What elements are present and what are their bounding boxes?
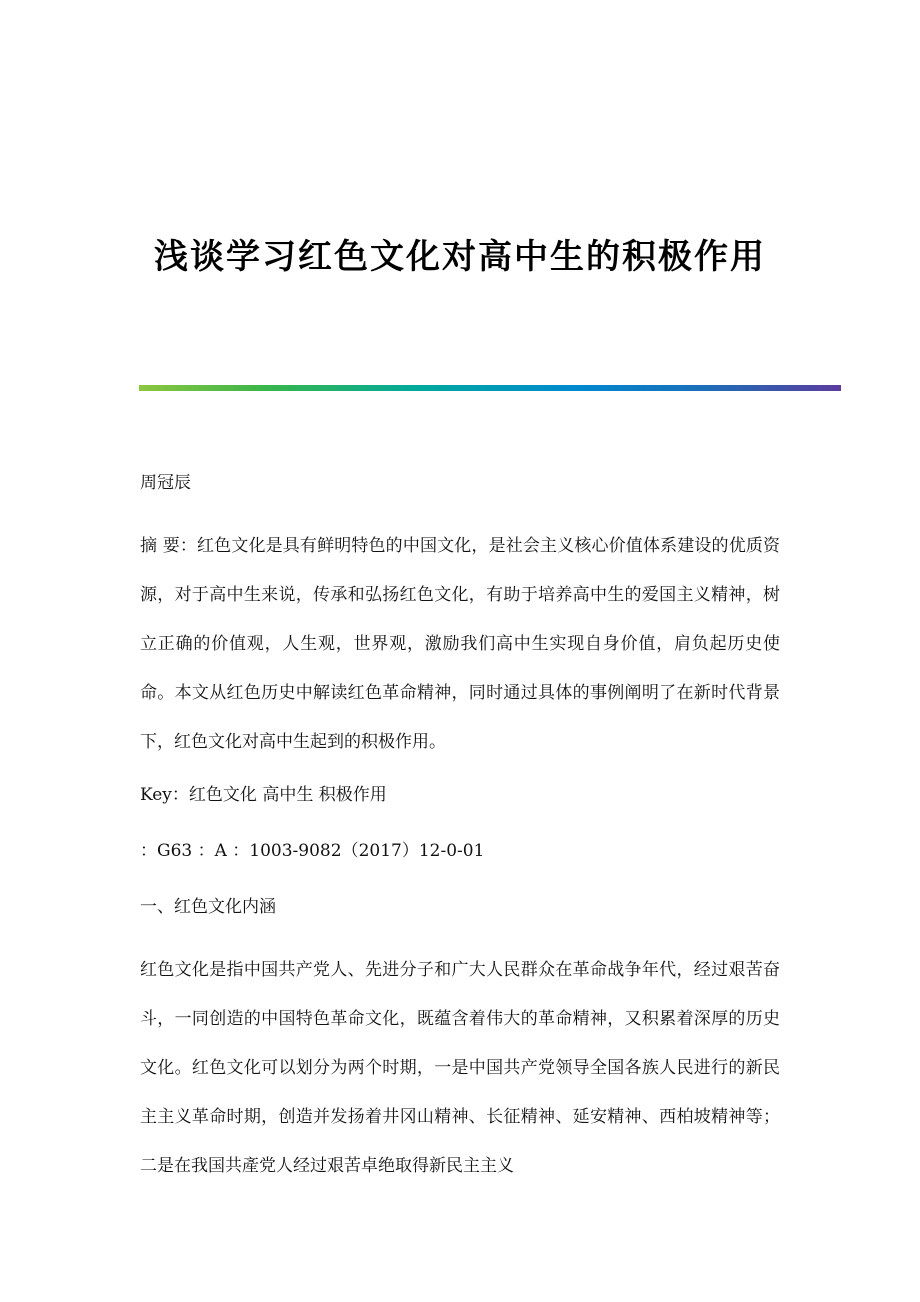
title-divider [139,385,841,391]
classification-line: ：G63 ：A ：1003-9082（2017）12-0-01 [140,841,485,861]
keywords-label: Key： [140,785,189,805]
document-body [140,466,780,1202]
page-title: 浅谈学习红色文化对高中生的积极作用 [154,236,766,277]
abstract-text: 红色文化是具有鲜明特色的中国文化，是社会主义核心价值体系建设的优质资源，对于高中生来说，传承和弘扬红色文化，有助于培养高中生的爱国主义精神，树立正确的价值观，人生观，世界观，激励我们高中生实现自身价值，肩负起历史使命。本文从红色历史中解读红色革命精神，同时通过具体的事例阐明了在新时代背景下，红色文化对高中生起到的积极作用。 [140,536,781,752]
section-heading: 一、红色文化内涵 [140,897,276,917]
keywords [140,778,780,812]
section-paragraph: 红色文化是指中国共产党人、先进分子和广大人民群众在革命战争年代，经过艰苦奋斗，一同创造的中国特色革命文化，既蕴含着伟大的革命精神，又积累着深厚的历史文化。红色文化可以划分为两个时期，一是中国共产党领导全国各族人民进行的新民主主义革命时期，创造并发扬着井冈山精神、长征精神、延安精神、西柏坡精神等；二是在我国共產党人经过艰苦卓绝取得新民主主义 [140,960,780,1176]
abstract-label: 摘 要： [140,536,198,556]
abstract [140,522,780,767]
keywords-text: 红色文化 高中生 积极作用 [188,785,387,805]
author-name: 周冠辰 [140,473,191,493]
